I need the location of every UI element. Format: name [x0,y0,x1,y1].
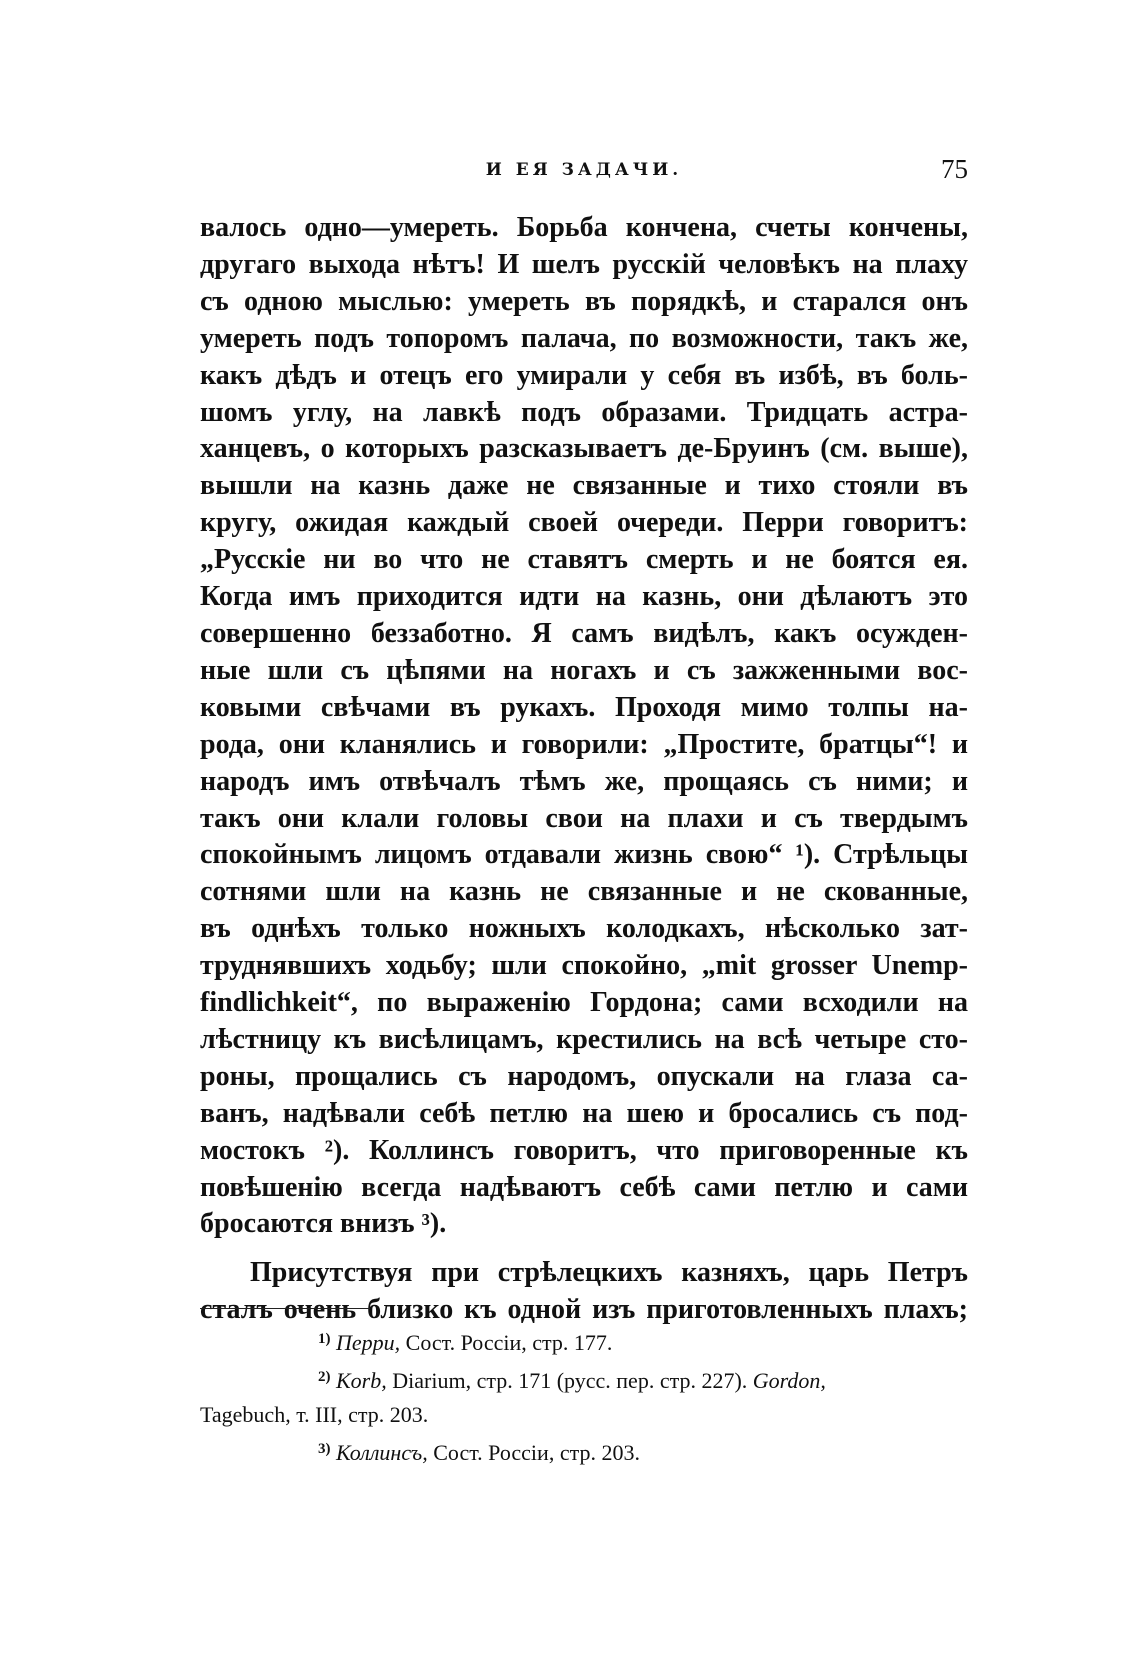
body-text [200,210,968,1329]
text-line: валось одно—умереть. Борьба кончена, счеты кончены, [200,212,968,243]
text-line: съ одною мыслью: умереть въ порядкѣ, и старался онъ [200,285,968,317]
paragraph [200,210,968,1243]
text-line: ванъ, надѣвали себѣ петлю на шею и бросались съ под- [200,1097,968,1129]
paragraph-gap [200,1243,968,1255]
text-line: лѣстницу къ висѣлицамъ, крестились на всѣ четыре сто- [200,1023,968,1055]
footnote-text: Diarium, стр. 171 (русс. пер. стр. 227). [386,1368,753,1393]
text-line: ные шли съ цѣпями на ногахъ и съ зажженными вос- [200,654,968,686]
text-line: роны, прощались съ народомъ, опускали на глаза са- [200,1060,968,1092]
text-line: ханцевъ, о которыхъ разсказываетъ де-Бруинъ (см. выше), [200,433,968,465]
footnote-author: Перри, [336,1330,401,1355]
footnote-author: Коллинсъ, [336,1440,428,1465]
footnote-mark: 3) [318,1441,331,1457]
text-line: кругу, ожидая каждый своей очереди. Перри говоритъ: [200,507,968,539]
footnote-author: Gordon, [752,1368,826,1393]
text-line: шомъ углу, на лавкѣ подъ образами. Тридцать астра- [200,396,968,428]
text-line: спокойнымъ лицомъ отдавали жизнь свою“ ¹). Стрѣльцы [200,839,968,871]
text-line: такъ они клали головы свои на плахи и съ твердымъ [200,802,968,834]
text-line: умереть подъ топоромъ палача, по возможности, такъ же, [200,322,968,354]
footnote-text: Сост. Россіи, стр. 203. [427,1440,640,1465]
footnote-2 [200,1360,968,1398]
text-line: какъ дѣдъ и отецъ его умирали у себя въ избѣ, въ боль- [200,359,968,391]
footnote-divider [200,1308,370,1309]
page-number: 75 [941,154,968,184]
footnote-mark: 2) [318,1369,331,1385]
footnote-author: Korb, [336,1368,387,1393]
text-line: сталъ очень близко къ одной изъ приготовленныхъ плахъ; [200,1294,968,1326]
text-line: повѣшенію всегда надѣваютъ себѣ сами петлю и сами [200,1171,968,1203]
footnote-2-continuation: Tagebuch, т. III, стр. 203. [200,1402,429,1427]
footnote-mark: 1) [318,1331,331,1347]
text-line: вышли на казнь даже не связанные и тихо стояли въ [200,470,968,502]
text-line: въ однѣхъ только ножныхъ колодкахъ, нѣсколько зат- [200,913,968,945]
running-title: И ЕЯ ЗАДАЧИ. [485,160,683,180]
footnote-1 [200,1322,968,1360]
text-line: бросаются внизъ ³). [200,1208,447,1240]
text-line: „Русскіе ни во что не ставятъ смерть и не боятся ея. [200,544,968,576]
text-line: сотнями шли на казнь не связанные и не скованные, [200,876,968,908]
paragraph [200,1255,968,1329]
text-line: народъ имъ отвѣчалъ тѣмъ же, прощаясь съ ними; и [200,765,968,797]
text-line: совершенно беззаботно. Я самъ видѣлъ, какъ осужден- [200,617,968,649]
text-line: Присутствуя при стрѣлецкихъ казняхъ, царь Петръ [250,1257,968,1289]
footnotes [200,1322,968,1470]
text-line: другаго выхода нѣтъ! И шелъ русскій человѣкъ на плаху [200,248,968,280]
text-line: мостокъ ²). Коллинсъ говоритъ, что приговоренные къ [200,1134,968,1166]
text-line: ковыми свѣчами въ рукахъ. Проходя мимо толпы на- [200,691,968,723]
text-line: findlichkeit“, по выраженію Гордона; сами всходили на [200,987,968,1019]
footnote-3 [200,1432,968,1470]
text-line: труднявшихъ ходьбу; шли спокойно, „mit grosser Unemp- [200,950,968,982]
footnote-text: Сост. Россіи, стр. 177. [400,1330,613,1355]
page-header [200,154,968,200]
text-line: рода, они кланялись и говорили: „Простите, братцы“! и [200,728,968,760]
text-line: Когда имъ приходится идти на казнь, они дѣлаютъ это [200,581,968,613]
